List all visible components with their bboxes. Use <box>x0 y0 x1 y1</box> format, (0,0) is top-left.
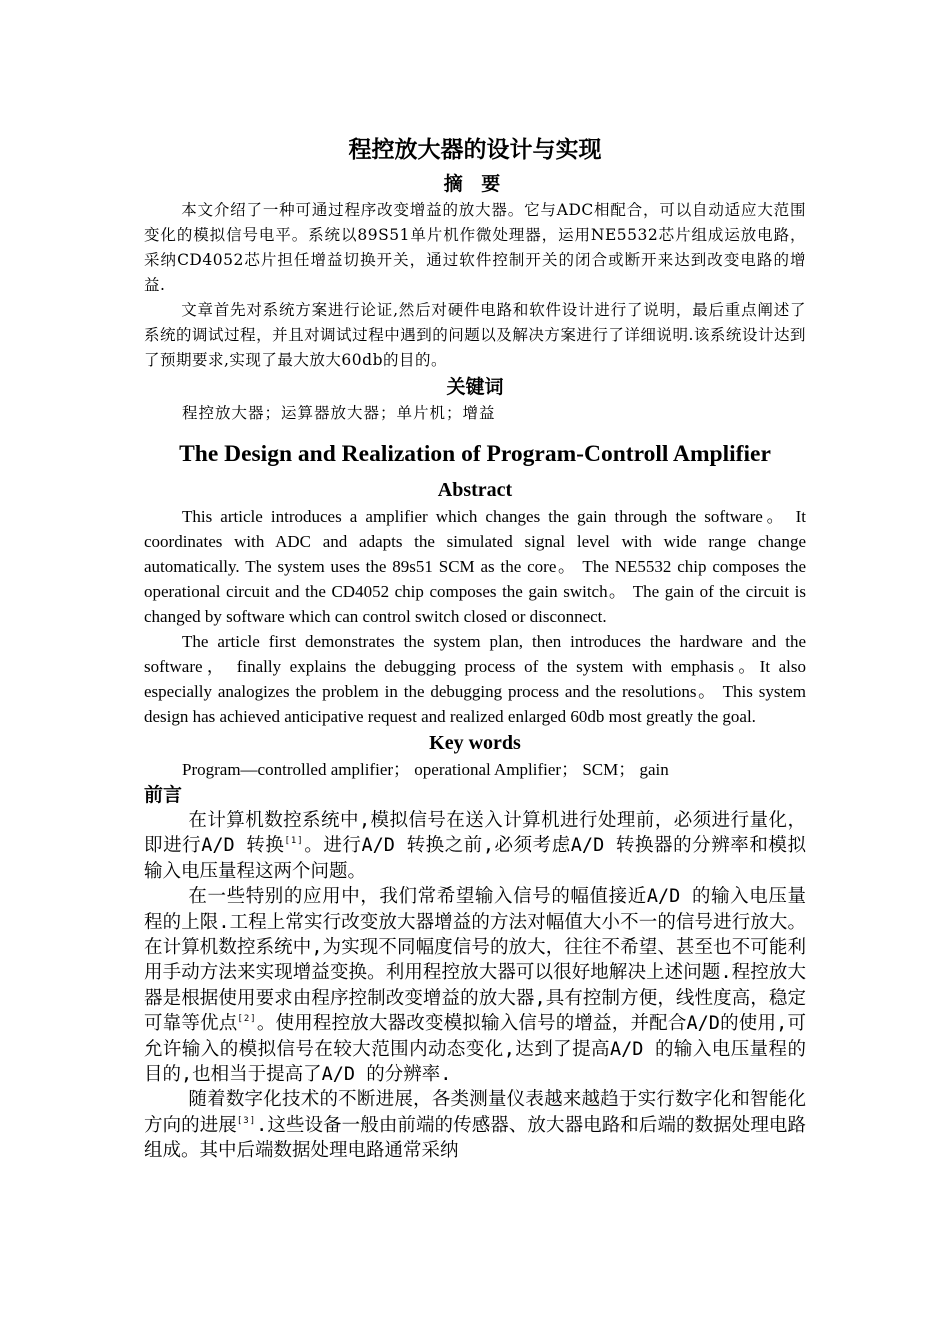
english-keywords-heading: Key words <box>429 732 521 754</box>
english-abstract-paragraph-2: The article first demonstrates the system plan, then introduces the hardware and the software， finally explains the debugging process of the system with emphasis。It also especially analogizes the problem in the debugging process and the resolutions。 This system design has achieved anticipative request and realized enlarged 60db most greatly the goal. <box>144 632 806 726</box>
english-abstract-heading: Abstract <box>437 479 513 501</box>
preface-paragraph-3-text: 随着数字化技术的不断进展，各类测量仪表越来越趋于实行数字化和智能化方向的进展 <box>144 1089 806 1136</box>
preface-paragraph-3-text-cont: .这些设备一般由前端的传感器、放大器电路和后端的数据处理电路组成。其中后端数据处理电路通常采纳 <box>144 1114 806 1162</box>
preface-paragraph-2-text-cont: 。使用程控放大器改变模拟输入信号的增益，并配合A/D的使用,可允许输入的模拟信号在较大范围内动态变化,达到了提高A/D 的输入电压量程的目的,也相当于提高了A/D 的分辨率. <box>144 1013 806 1086</box>
citation-1: [1] <box>284 836 304 847</box>
citation-2: [2] <box>237 1014 257 1025</box>
chinese-keywords: 程控放大器；运算器放大器；单片机；增益 <box>182 404 496 422</box>
chinese-keywords-heading: 关键词 <box>446 376 504 398</box>
chinese-abstract-paragraph-1: 本文介绍了一种可通过程序改变增益的放大器。它与ADC相配合，可以自动适应大范围变化的模拟信号电平。系统以89S51单片机作微处理器，运用NE5532芯片组成运放电路，采纳CD4052芯片担任增益切换开关，通过软件控制开关的闭合或断开来达到改变电路的增益. <box>144 201 806 294</box>
english-title: The Design and Realization of Program-Controll Amplifier <box>179 441 771 467</box>
citation-3: [3] <box>236 1115 257 1126</box>
chinese-abstract-heading: 摘 要 <box>443 173 507 195</box>
preface-paragraph-1-text: 在计算机数控系统中,模拟信号在送入计算机进行处理前，必须进行量化，即进行A/D 转换 <box>144 810 806 857</box>
english-keywords: Program—controlled amplifier； operational Amplifier； SCM； gain <box>182 760 669 779</box>
preface-heading: 前言 <box>144 784 183 806</box>
preface-paragraph-1 <box>144 808 806 884</box>
preface-paragraph-1-text-cont: 。进行A/D 转换之前,必须考虑A/D 转换器的分辨率和模拟输入电压量程这两个问题。 <box>144 835 806 882</box>
page-content <box>144 134 806 1164</box>
preface-paragraph-2-text: 在一些特别的应用中，我们常希望输入信号的幅值接近A/D 的输入电压量程的上限.工程上常实行改变放大器增益的方法对幅值大小不一的信号进行放大。在计算机数控系统中,为实现不同幅度信号的放大，往往不希望、甚至也不可能利用手动方法来实现增益变换。利用程控放大器可以很好地解决上述问题.程控放大器是根据使用要求由程序控制改变增益的放大器,具有控制方便，线性度高，稳定可靠等优点 <box>144 886 806 1035</box>
chinese-title: 程控放大器的设计与实现 <box>348 137 602 163</box>
chinese-abstract-paragraph-2: 文章首先对系统方案进行论证,然后对硬件电路和软件设计进行了说明，最后重点阐述了系统的调试过程，并且对调试过程中遇到的问题以及解决方案进行了详细说明.该系统设计达到了预期要求,实现了最大放大60db的目的。 <box>144 301 806 369</box>
preface-paragraph-3 <box>144 1087 806 1163</box>
english-abstract-paragraph-1: This article introduces a amplifier which changes the gain through the software。 It coordinates with ADC and adapts the simulated signal level with wide range change automatically. The system uses the 89s51 SCM as the core。 The NE5532 chip composes the operational circuit and the CD4052 chip composes the gain switch。 The gain of the circuit is changed by software which can control switch closed or disconnect. <box>144 507 806 626</box>
preface-paragraph-2 <box>144 884 806 1087</box>
